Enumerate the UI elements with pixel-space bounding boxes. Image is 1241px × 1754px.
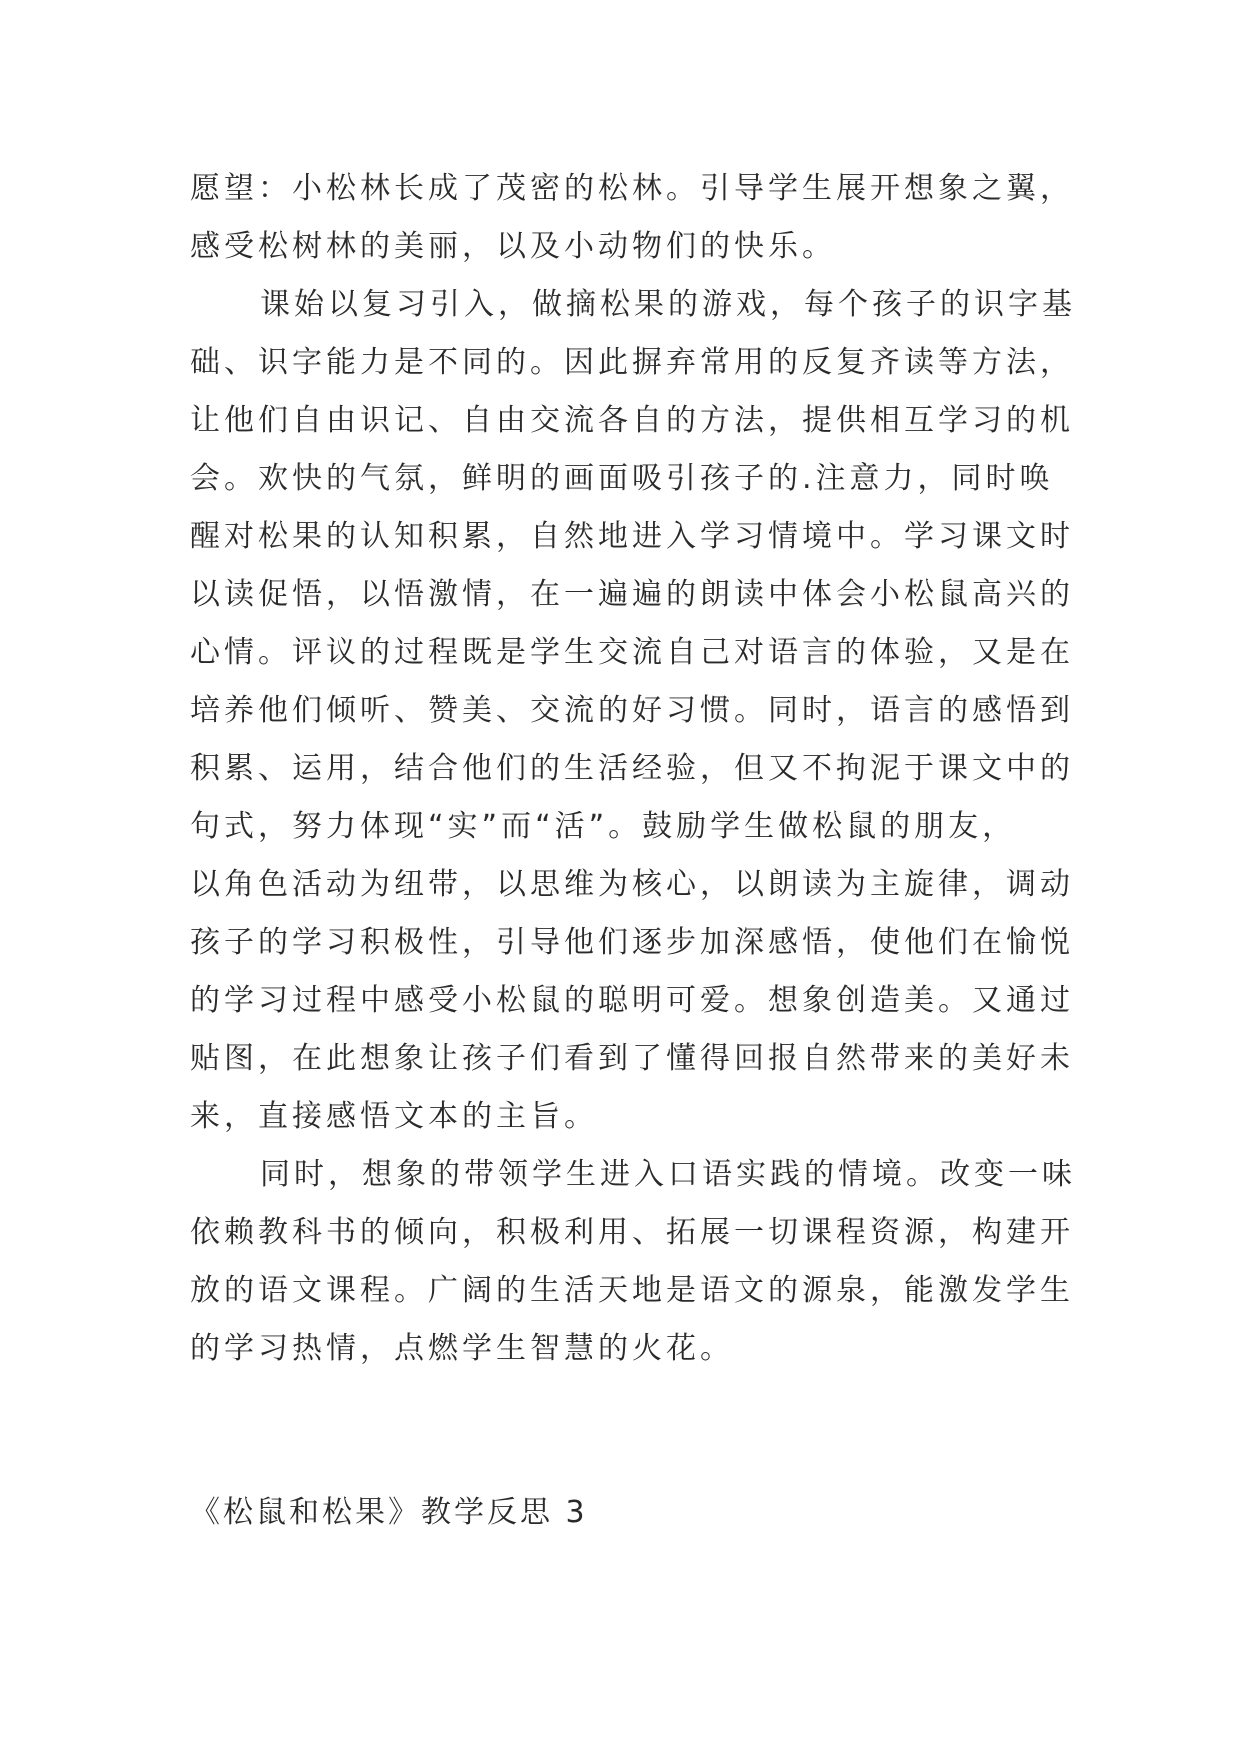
text-line: 孩子的学习积极性，引导他们逐步加深感悟，使他们在愉悦 bbox=[190, 925, 1074, 960]
text-line: 积累、运用，结合他们的生活经验，但又不拘泥于课文中的 bbox=[190, 751, 1074, 786]
text-line: 的学习过程中感受小松鼠的聪明可爱。想象创造美。又通过 bbox=[190, 983, 1074, 1018]
text-line: 培养他们倾听、赞美、交流的好习惯。同时，语言的感悟到 bbox=[190, 693, 1074, 728]
text-line: 心情。评议的过程既是学生交流自己对语言的体验，又是在 bbox=[190, 635, 1074, 670]
paragraph-1 bbox=[190, 160, 1074, 276]
text-line: 课始以复习引入，做摘松果的游戏，每个孩子的识字基 bbox=[260, 287, 1076, 322]
text-line: 感受松树林的美丽，以及小动物们的快乐。 bbox=[190, 229, 836, 264]
paragraph-2 bbox=[190, 276, 1076, 1146]
text-line: 句式，努力体现“实”而“活”。鼓励学生做松鼠的朋友， bbox=[190, 809, 1017, 844]
text-line: 愿望：小松林长成了茂密的松林。引导学生展开想象之翼， bbox=[190, 171, 1074, 206]
text-line: 以读促悟，以悟激情，在一遍遍的朗读中体会小松鼠高兴的 bbox=[190, 577, 1074, 612]
text-line: 会。欢快的气氛，鲜明的画面吸引孩子的.注意力，同时唤 bbox=[190, 461, 1054, 496]
section-title: 《松鼠和松果》教学反思 3 bbox=[190, 1495, 588, 1530]
text-line: 的学习热情，点燃学生智慧的火花。 bbox=[190, 1331, 734, 1366]
text-line: 同时，想象的带领学生进入口语实践的情境。改变一味 bbox=[260, 1157, 1076, 1192]
text-line: 来，直接感悟文本的主旨。 bbox=[190, 1099, 598, 1134]
text-line: 贴图，在此想象让孩子们看到了懂得回报自然带来的美好未 bbox=[190, 1041, 1074, 1076]
text-line: 让他们自由识记、自由交流各自的方法，提供相互学习的机 bbox=[190, 403, 1074, 438]
text-line: 醒对松果的认知积累，自然地进入学习情境中。学习课文时 bbox=[190, 519, 1074, 554]
text-line: 放的语文课程。广阔的生活天地是语文的源泉，能激发学生 bbox=[190, 1273, 1074, 1308]
text-line: 础、识字能力是不同的。因此摒弃常用的反复齐读等方法， bbox=[190, 345, 1074, 380]
text-line: 以角色活动为纽带，以思维为核心，以朗读为主旋律，调动 bbox=[190, 867, 1074, 902]
document-body bbox=[190, 160, 1076, 1378]
text-line: 依赖教科书的倾向，积极利用、拓展一切课程资源，构建开 bbox=[190, 1215, 1074, 1250]
paragraph-3 bbox=[190, 1146, 1076, 1378]
